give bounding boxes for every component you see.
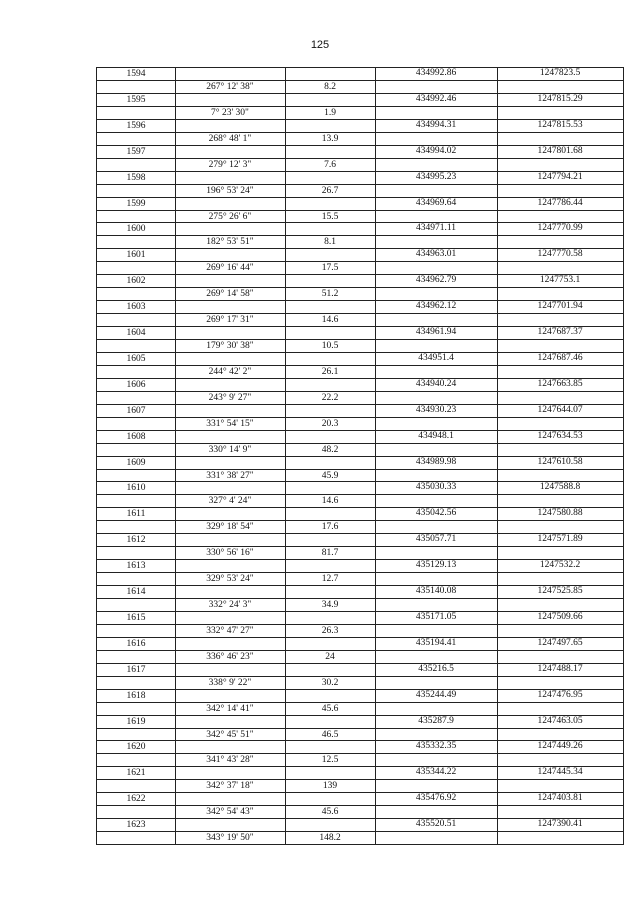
- x-coordinate-cell: 434989.98: [415, 456, 457, 467]
- point-number-cell: 1610: [126, 483, 146, 494]
- y-coordinate-cell: 1247403.81: [537, 793, 583, 804]
- x-coordinate-cell: 435244.49: [415, 689, 457, 700]
- point-number-cell: 1602: [126, 276, 146, 287]
- distance-cell: 45.6: [321, 703, 339, 714]
- point-number-cell: 1616: [126, 638, 146, 649]
- distance-cell: 20.3: [321, 418, 339, 429]
- point-number-cell: 1599: [126, 198, 146, 209]
- point-number-cell: 1600: [126, 224, 146, 235]
- direction-angle-cell: 182° 53' 51": [206, 237, 254, 248]
- y-coordinate-cell: 1247770.58: [537, 249, 583, 260]
- point-number-cell: 1607: [126, 405, 146, 416]
- table-row: [97, 663, 623, 689]
- x-coordinate-cell: 434961.94: [415, 327, 457, 337]
- x-coordinate-cell: 435030.33: [415, 482, 457, 493]
- point-number-cell: 1608: [126, 431, 146, 442]
- direction-angle-cell: 243° 9' 27": [208, 392, 252, 403]
- point-number-cell: 1611: [126, 509, 146, 520]
- y-coordinate-cell: 1247497.65: [537, 637, 583, 648]
- x-coordinate-cell: 435344.22: [415, 767, 457, 778]
- row-divider: [97, 80, 623, 81]
- x-coordinate-cell: 434969.64: [415, 197, 457, 208]
- point-number-cell: 1622: [126, 794, 146, 805]
- row-divider: [97, 391, 623, 392]
- row-divider: [97, 546, 623, 547]
- distance-cell: 51.2: [321, 289, 339, 300]
- table-row: [97, 378, 623, 404]
- table-row: [97, 715, 623, 741]
- table-row: [97, 326, 623, 352]
- distance-cell: 14.6: [321, 315, 339, 326]
- y-coordinate-cell: 1247823.5: [539, 68, 581, 78]
- point-number-cell: 1596: [126, 120, 146, 131]
- table-row: [97, 585, 623, 611]
- y-coordinate-cell: 1247571.89: [537, 534, 583, 545]
- distance-cell: 46.5: [321, 729, 339, 740]
- table-row: [97, 300, 623, 326]
- direction-angle-cell: 179° 30' 38": [206, 341, 254, 351]
- row-divider: [97, 339, 623, 340]
- table-row: [97, 145, 623, 171]
- x-coordinate-cell: 434994.02: [415, 145, 457, 156]
- distance-cell: 17.6: [321, 522, 339, 533]
- distance-cell: 48.2: [321, 444, 339, 455]
- x-coordinate-cell: 435332.35: [415, 741, 457, 752]
- x-coordinate-cell: 435287.9: [418, 715, 454, 726]
- table-row: [97, 67, 623, 93]
- direction-angle-cell: 336° 46' 23": [206, 651, 254, 662]
- x-coordinate-cell: 434962.79: [415, 275, 457, 286]
- point-number-cell: 1615: [126, 612, 146, 623]
- row-divider: [97, 417, 623, 418]
- direction-angle-cell: 330° 14' 9": [208, 444, 252, 455]
- distance-cell: 1.9: [324, 107, 336, 118]
- y-coordinate-cell: 1247610.58: [537, 456, 583, 467]
- direction-angle-cell: 275° 26' 6": [208, 211, 252, 222]
- distance-cell: 8.2: [324, 82, 336, 92]
- direction-angle-cell: 342° 54' 43": [206, 807, 254, 818]
- distance-cell: 13.9: [321, 133, 339, 144]
- table-row: [97, 766, 623, 792]
- row-divider: [97, 313, 623, 314]
- row-divider: [97, 443, 623, 444]
- table-row: [97, 171, 623, 197]
- distance-cell: 12.7: [321, 574, 339, 585]
- distance-cell: 22.2: [321, 392, 339, 403]
- x-coordinate-cell: 434992.46: [415, 93, 457, 104]
- distance-cell: 26.3: [321, 625, 339, 636]
- direction-angle-cell: 329° 53' 24": [206, 574, 254, 585]
- row-divider: [97, 753, 623, 754]
- distance-cell: 45.9: [321, 470, 339, 481]
- y-coordinate-cell: 1247580.88: [537, 508, 583, 519]
- point-number-cell: 1594: [126, 69, 146, 79]
- y-coordinate-cell: 1247794.21: [537, 171, 583, 182]
- row-divider: [97, 650, 623, 651]
- distance-cell: 12.5: [321, 755, 339, 766]
- table-row: [97, 222, 623, 248]
- row-divider: [97, 676, 623, 677]
- x-coordinate-cell: 434992.86: [415, 68, 457, 78]
- x-coordinate-cell: 434994.31: [415, 119, 457, 130]
- x-coordinate-cell: 435520.51: [415, 819, 457, 830]
- distance-cell: 26.1: [321, 366, 339, 377]
- y-coordinate-cell: 1247532.2: [539, 560, 581, 571]
- table-row: [97, 481, 623, 507]
- direction-angle-cell: 279° 12' 3": [208, 159, 252, 170]
- y-coordinate-cell: 1247509.66: [537, 611, 583, 622]
- row-divider: [97, 494, 623, 495]
- x-coordinate-cell: 434930.23: [415, 404, 457, 415]
- direction-angle-cell: 244° 42' 2": [208, 366, 252, 377]
- distance-cell: 14.6: [321, 496, 339, 507]
- point-number-cell: 1598: [126, 172, 146, 183]
- row-divider: [97, 184, 623, 185]
- distance-cell: 7.6: [324, 159, 336, 170]
- table-row: [97, 689, 623, 715]
- row-divider: [97, 728, 623, 729]
- row-divider: [97, 469, 623, 470]
- direction-angle-cell: 343° 19' 50": [206, 833, 254, 844]
- row-divider: [97, 805, 623, 806]
- point-number-cell: 1603: [126, 302, 146, 313]
- table-row: [97, 456, 623, 482]
- row-divider: [97, 287, 623, 288]
- point-number-cell: 1612: [126, 535, 146, 546]
- x-coordinate-cell: 435171.05: [415, 611, 457, 622]
- table-row: [97, 352, 623, 378]
- direction-angle-cell: 341° 43' 28": [206, 755, 254, 766]
- direction-angle-cell: 327° 4' 24": [208, 496, 252, 507]
- survey-table: [96, 67, 624, 845]
- point-number-cell: 1613: [126, 561, 146, 572]
- x-coordinate-cell: 435476.92: [415, 793, 457, 804]
- x-coordinate-cell: 434995.23: [415, 171, 457, 182]
- point-number-cell: 1618: [126, 690, 146, 701]
- row-divider: [97, 210, 623, 211]
- distance-cell: 17.5: [321, 263, 339, 274]
- point-number-cell: 1601: [126, 250, 146, 261]
- row-divider: [97, 624, 623, 625]
- table-row: [97, 274, 623, 300]
- distance-cell: 81.7: [321, 548, 339, 559]
- direction-angle-cell: 330° 56' 16": [206, 548, 254, 559]
- x-coordinate-cell: 435194.41: [415, 637, 457, 648]
- row-divider: [97, 831, 623, 832]
- direction-angle-cell: 269° 16' 44": [206, 263, 254, 274]
- table-row: [97, 404, 623, 430]
- y-coordinate-cell: 1247815.53: [537, 119, 583, 130]
- point-number-cell: 1597: [126, 146, 146, 157]
- y-coordinate-cell: 1247786.44: [537, 197, 583, 208]
- y-coordinate-cell: 1247770.99: [537, 223, 583, 234]
- row-divider: [97, 572, 623, 573]
- point-number-cell: 1614: [126, 587, 146, 597]
- table-row: [97, 248, 623, 274]
- y-coordinate-cell: 1247390.41: [537, 819, 583, 830]
- distance-cell: 15.5: [321, 211, 339, 222]
- table-row: [97, 792, 623, 818]
- distance-cell: 10.5: [321, 341, 339, 351]
- x-coordinate-cell: 435140.08: [415, 586, 457, 596]
- direction-angle-cell: 338° 9' 22": [208, 677, 252, 688]
- point-number-cell: 1605: [126, 353, 146, 364]
- distance-cell: 26.7: [321, 185, 339, 196]
- table-row: [97, 818, 623, 844]
- distance-cell: 148.2: [319, 833, 341, 844]
- page-number: 125: [310, 39, 330, 51]
- x-coordinate-cell: 434963.01: [415, 249, 457, 260]
- distance-cell: 45.6: [321, 807, 339, 818]
- row-divider: [97, 779, 623, 780]
- point-number-cell: 1595: [126, 94, 146, 105]
- row-divider: [97, 520, 623, 521]
- y-coordinate-cell: 1247644.07: [537, 404, 583, 415]
- y-coordinate-cell: 1247588.8: [539, 482, 581, 493]
- direction-angle-cell: 329° 18' 54": [206, 522, 254, 533]
- point-number-cell: 1606: [126, 379, 146, 390]
- table-row: [97, 559, 623, 585]
- direction-angle-cell: 269° 14' 58": [206, 289, 254, 300]
- y-coordinate-cell: 1247525.85: [537, 586, 583, 596]
- point-number-cell: 1621: [126, 768, 146, 779]
- table-row: [97, 507, 623, 533]
- table-row: [97, 533, 623, 559]
- distance-cell: 8.1: [324, 237, 336, 248]
- x-coordinate-cell: 434962.12: [415, 301, 457, 312]
- y-coordinate-cell: 1247663.85: [537, 378, 583, 389]
- point-number-cell: 1609: [126, 457, 146, 468]
- row-divider: [97, 106, 623, 107]
- row-divider: [97, 598, 623, 599]
- table-row: [97, 93, 623, 119]
- y-coordinate-cell: 1247687.46: [537, 352, 583, 363]
- distance-cell: 30.2: [321, 677, 339, 688]
- table-row: [97, 611, 623, 637]
- direction-angle-cell: 7° 23' 30": [211, 107, 249, 118]
- direction-angle-cell: 332° 24' 3": [208, 600, 252, 610]
- table-row: [97, 430, 623, 456]
- row-divider: [97, 158, 623, 159]
- direction-angle-cell: 269° 17' 31": [206, 315, 254, 326]
- direction-angle-cell: 331° 38' 27": [206, 470, 254, 481]
- row-divider: [97, 365, 623, 366]
- direction-angle-cell: 342° 45' 51": [206, 729, 254, 740]
- x-coordinate-cell: 435057.71: [415, 534, 457, 545]
- x-coordinate-cell: 435129.13: [415, 560, 457, 571]
- y-coordinate-cell: 1247445.34: [537, 767, 583, 778]
- table-row: [97, 740, 623, 766]
- direction-angle-cell: 268° 48' 1": [208, 133, 252, 144]
- y-coordinate-cell: 1247634.53: [537, 430, 583, 441]
- table-row: [97, 637, 623, 663]
- y-coordinate-cell: 1247701.94: [537, 301, 583, 312]
- y-coordinate-cell: 1247449.26: [537, 741, 583, 752]
- point-number-cell: 1619: [126, 716, 146, 727]
- distance-cell: 34.9: [321, 600, 339, 610]
- y-coordinate-cell: 1247815.29: [537, 93, 583, 104]
- direction-angle-cell: 332° 47' 27": [206, 625, 254, 636]
- x-coordinate-cell: 435216.5: [418, 663, 454, 674]
- row-divider: [97, 702, 623, 703]
- direction-angle-cell: 196° 53' 24": [206, 185, 254, 196]
- x-coordinate-cell: 434951.4: [418, 352, 454, 363]
- direction-angle-cell: 342° 14' 41": [206, 703, 254, 714]
- x-coordinate-cell: 434971.11: [415, 223, 457, 234]
- y-coordinate-cell: 1247476.95: [537, 689, 583, 700]
- distance-cell: 24: [325, 651, 335, 662]
- row-divider: [97, 235, 623, 236]
- y-coordinate-cell: 1247463.05: [537, 715, 583, 726]
- x-coordinate-cell: 435042.56: [415, 508, 457, 519]
- distance-cell: 139: [322, 781, 338, 792]
- point-number-cell: 1620: [126, 742, 146, 753]
- y-coordinate-cell: 1247753.1: [539, 275, 581, 286]
- table-row: [97, 119, 623, 145]
- point-number-cell: 1623: [126, 820, 146, 831]
- x-coordinate-cell: 434948.1: [418, 430, 454, 441]
- x-coordinate-cell: 434940.24: [415, 378, 457, 389]
- row-divider: [97, 132, 623, 133]
- point-number-cell: 1617: [126, 664, 146, 675]
- y-coordinate-cell: 1247687.37: [537, 327, 583, 337]
- direction-angle-cell: 331° 54' 15": [206, 418, 254, 429]
- direction-angle-cell: 342° 37' 18": [206, 781, 254, 792]
- y-coordinate-cell: 1247801.68: [537, 145, 583, 156]
- row-divider: [97, 261, 623, 262]
- point-number-cell: 1604: [126, 328, 146, 338]
- table-row: [97, 197, 623, 223]
- direction-angle-cell: 267° 12' 38": [206, 82, 254, 92]
- y-coordinate-cell: 1247488.17: [537, 663, 583, 674]
